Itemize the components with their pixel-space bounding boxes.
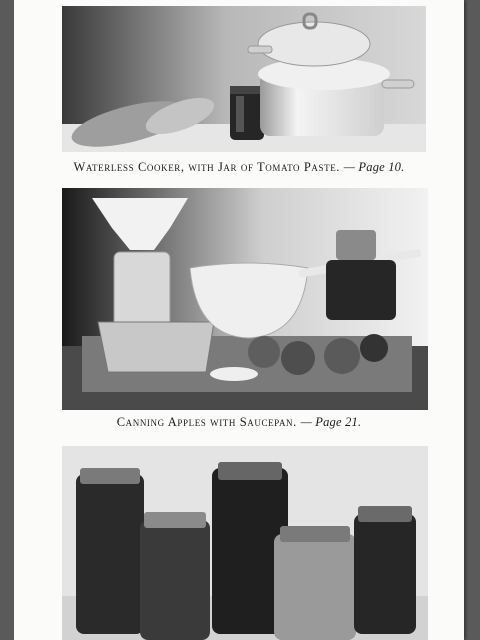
figure-caption-2	[14, 415, 464, 430]
photo-waterless-cooker	[62, 6, 426, 152]
caption-text: Waterless Cooker, with Jar of Tomato Paste.	[73, 160, 341, 174]
photo-canning-apples	[62, 188, 428, 410]
page-reference: — Page 10.	[343, 160, 405, 174]
page-reference: — Page 21.	[300, 415, 362, 429]
photo-filled-jars	[62, 446, 428, 640]
caption-text: Canning Apples with Saucepan.	[116, 415, 297, 429]
figure-caption-1	[14, 160, 464, 175]
book-page	[14, 0, 464, 640]
